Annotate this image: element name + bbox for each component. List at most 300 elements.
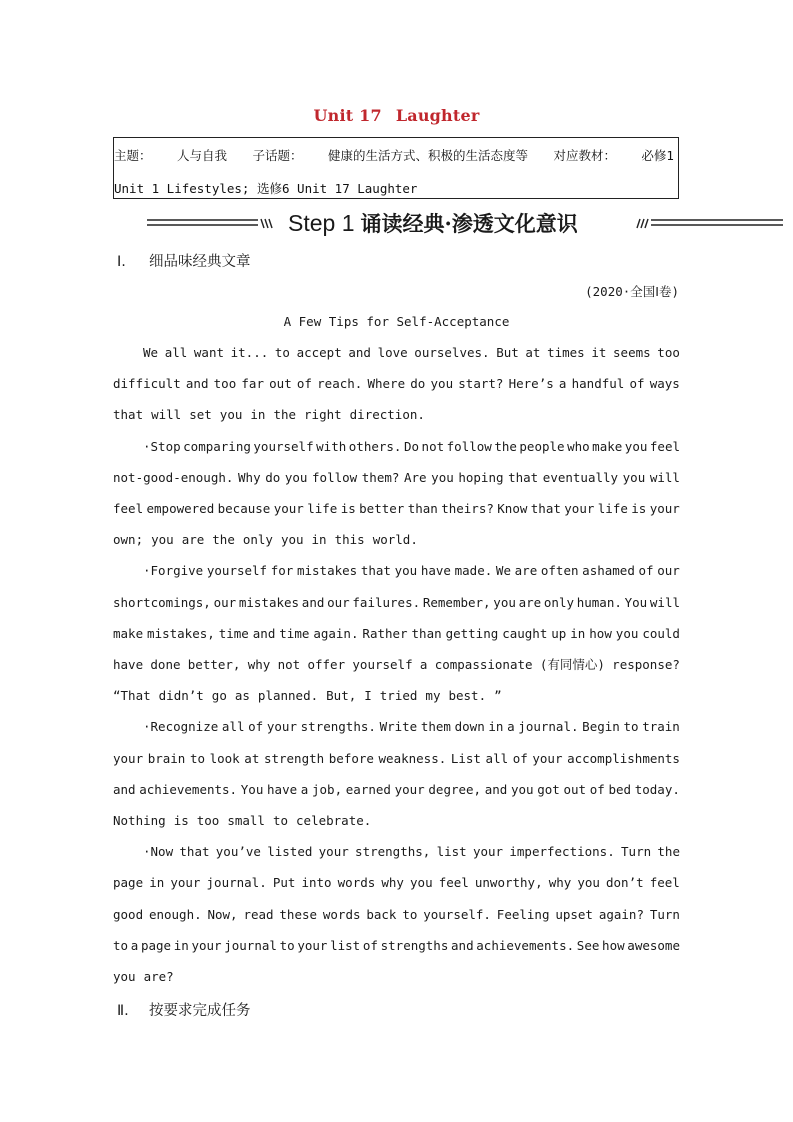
word: strength bbox=[263, 751, 325, 766]
article-line bbox=[113, 688, 680, 704]
article-line bbox=[113, 813, 680, 829]
word: why bbox=[548, 875, 572, 890]
word: to bbox=[402, 907, 418, 922]
word: out bbox=[563, 782, 587, 797]
word: achievements. bbox=[139, 782, 238, 797]
word: for bbox=[270, 563, 294, 578]
topic-label: 主题： bbox=[114, 148, 152, 163]
word: Turn bbox=[649, 907, 680, 922]
word: failures. bbox=[352, 595, 421, 610]
word: of bbox=[638, 563, 654, 578]
word: Write bbox=[379, 719, 418, 734]
word: start? bbox=[458, 376, 504, 391]
source-citation: (2020·全国Ⅰ卷) bbox=[585, 284, 679, 299]
word: you bbox=[151, 532, 174, 547]
article-line bbox=[113, 751, 680, 767]
word: times bbox=[547, 345, 585, 360]
word: degree, bbox=[428, 782, 482, 797]
word: your bbox=[532, 751, 563, 766]
word: only bbox=[242, 532, 273, 547]
word: good bbox=[113, 907, 144, 922]
word: ” bbox=[494, 688, 502, 703]
article-line bbox=[113, 407, 680, 423]
word: your bbox=[170, 875, 201, 890]
word: Do bbox=[403, 439, 420, 454]
word: Why bbox=[238, 470, 261, 485]
word: time bbox=[279, 626, 310, 641]
word: our bbox=[213, 595, 237, 610]
word: Are bbox=[404, 470, 427, 485]
word: follow bbox=[312, 470, 358, 485]
word: that bbox=[530, 501, 561, 516]
word: awesome bbox=[627, 938, 680, 953]
word: Now, bbox=[207, 907, 238, 922]
step-banner bbox=[113, 206, 783, 240]
article-line bbox=[143, 439, 680, 455]
word: could bbox=[642, 626, 680, 641]
topic-line-1 bbox=[114, 146, 674, 164]
word: journal. bbox=[518, 719, 579, 734]
article-line bbox=[143, 844, 680, 860]
word: yourself bbox=[206, 563, 268, 578]
word: feel bbox=[113, 501, 144, 516]
word: response? bbox=[612, 657, 680, 672]
word: down bbox=[454, 719, 485, 734]
word: planned. bbox=[257, 688, 319, 703]
word: your bbox=[266, 719, 297, 734]
word: Where bbox=[367, 376, 406, 391]
word: offer bbox=[307, 657, 346, 672]
word: into bbox=[301, 875, 332, 890]
word: We bbox=[143, 345, 159, 360]
word: words bbox=[322, 907, 361, 922]
article-line bbox=[113, 657, 680, 673]
word: mistakes bbox=[238, 595, 300, 610]
word: You bbox=[240, 782, 264, 797]
word: this bbox=[334, 532, 365, 547]
word: is bbox=[631, 501, 647, 516]
word: all bbox=[164, 345, 188, 360]
word: upset bbox=[555, 907, 593, 922]
word: that bbox=[113, 407, 144, 422]
word: in bbox=[570, 626, 586, 641]
word: world. bbox=[372, 532, 418, 547]
word: out bbox=[269, 376, 292, 391]
step-label: Step 1 bbox=[288, 210, 355, 236]
word: ashamed bbox=[582, 563, 635, 578]
word: feel bbox=[649, 439, 680, 454]
word: See bbox=[576, 938, 600, 953]
word: the bbox=[657, 844, 680, 859]
word: List bbox=[450, 751, 481, 766]
word: train bbox=[642, 719, 680, 734]
word: your bbox=[649, 501, 680, 516]
word: all bbox=[485, 751, 509, 766]
word: mistakes, bbox=[147, 626, 215, 641]
section-title: 按要求完成任务 bbox=[149, 1003, 251, 1019]
word: seems bbox=[613, 345, 651, 360]
word: who bbox=[567, 439, 590, 454]
word: will bbox=[649, 595, 680, 610]
word: the bbox=[494, 439, 517, 454]
word: in bbox=[488, 719, 504, 734]
article-line bbox=[113, 595, 680, 611]
topic-line-2: Unit 1 Lifestyles; 选修6 Unit 17 Laughter bbox=[114, 181, 418, 196]
word: page bbox=[113, 875, 144, 890]
word: not bbox=[421, 439, 445, 454]
word: brain bbox=[147, 751, 186, 766]
word: got bbox=[537, 782, 560, 797]
word: achievements. bbox=[476, 938, 575, 953]
article-line bbox=[113, 626, 680, 642]
word: small bbox=[227, 813, 265, 828]
word: that bbox=[508, 470, 539, 485]
word: your bbox=[297, 938, 328, 953]
word: best. bbox=[448, 688, 487, 703]
word: comparing bbox=[183, 439, 251, 454]
word: But bbox=[496, 345, 519, 360]
word: celebrate. bbox=[296, 813, 372, 828]
word: are? bbox=[143, 969, 174, 984]
word: others. bbox=[348, 439, 402, 454]
word: of bbox=[362, 938, 378, 953]
word: a bbox=[130, 938, 139, 953]
word: direction. bbox=[349, 407, 425, 422]
article-line bbox=[113, 470, 680, 486]
word: you bbox=[280, 532, 304, 547]
word: to bbox=[189, 751, 205, 766]
word: ·Now bbox=[143, 844, 174, 859]
word: at bbox=[525, 345, 541, 360]
word: look bbox=[209, 751, 240, 766]
word: too bbox=[196, 813, 220, 828]
word: imperfections. bbox=[509, 844, 615, 859]
word: list bbox=[330, 938, 361, 953]
word: (有同情心) bbox=[539, 657, 605, 672]
word: But, bbox=[326, 688, 357, 703]
word: to bbox=[623, 719, 639, 734]
word: to bbox=[272, 813, 289, 828]
word: feel bbox=[649, 875, 680, 890]
word: a bbox=[507, 719, 515, 734]
word: have bbox=[113, 657, 144, 672]
word: you bbox=[622, 470, 646, 485]
word: is bbox=[340, 501, 356, 516]
unit-name: Laughter bbox=[395, 106, 480, 125]
word: your bbox=[394, 782, 425, 797]
word: too bbox=[657, 345, 680, 360]
textbook-value: 必修1 bbox=[641, 148, 674, 163]
word: and bbox=[113, 782, 136, 797]
word: mistakes bbox=[296, 563, 358, 578]
unit-label: Unit 17 bbox=[313, 106, 382, 125]
word: handful bbox=[571, 376, 625, 391]
word: ·Forgive bbox=[143, 563, 204, 578]
word: ·Stop bbox=[143, 439, 181, 454]
word: page bbox=[140, 938, 172, 953]
word: time bbox=[218, 626, 249, 641]
word: better, bbox=[187, 657, 241, 672]
word: You bbox=[624, 595, 648, 610]
word: far bbox=[241, 376, 264, 391]
word: shortcomings, bbox=[113, 595, 211, 610]
section-heading-1 bbox=[117, 250, 251, 271]
word: do bbox=[265, 470, 281, 485]
word: Feeling bbox=[496, 907, 550, 922]
word: a bbox=[558, 376, 567, 391]
word: didn’t bbox=[158, 688, 204, 703]
word: make bbox=[113, 626, 144, 641]
word: our bbox=[327, 595, 350, 610]
word: Nothing bbox=[113, 813, 166, 828]
word: eventually bbox=[542, 470, 619, 485]
word: a bbox=[419, 657, 428, 672]
word: follow bbox=[446, 439, 492, 454]
word: up bbox=[551, 626, 567, 641]
word: our bbox=[657, 563, 680, 578]
word: journal bbox=[224, 938, 277, 953]
word: with bbox=[316, 439, 347, 454]
word: your bbox=[113, 751, 144, 766]
word: a bbox=[300, 782, 309, 797]
section-heading-2 bbox=[117, 999, 251, 1020]
word: will bbox=[151, 407, 182, 422]
article-line bbox=[113, 907, 680, 923]
word: words bbox=[337, 875, 376, 890]
word: you bbox=[284, 470, 308, 485]
word: often bbox=[540, 563, 579, 578]
word: why bbox=[381, 875, 404, 890]
article-line bbox=[143, 563, 680, 579]
word: you bbox=[577, 875, 600, 890]
word: hoping bbox=[458, 470, 504, 485]
word: than bbox=[411, 626, 442, 641]
word: and bbox=[451, 938, 474, 953]
word: today. bbox=[634, 782, 680, 797]
word: not bbox=[277, 657, 301, 672]
word: my bbox=[425, 688, 441, 703]
word: and bbox=[301, 595, 325, 610]
word: that bbox=[179, 844, 210, 859]
word: theirs? bbox=[441, 501, 494, 516]
section-number: Ⅰ. bbox=[117, 254, 126, 270]
word: life bbox=[307, 501, 338, 516]
word: weakness. bbox=[378, 751, 447, 766]
word: compassionate bbox=[434, 657, 533, 672]
word: you bbox=[430, 376, 454, 391]
word: of bbox=[248, 719, 264, 734]
word: Know bbox=[497, 501, 528, 516]
word: getting bbox=[445, 626, 499, 641]
word: you bbox=[394, 563, 418, 578]
section-title: 细品味经典文章 bbox=[149, 254, 251, 270]
word: accomplishments bbox=[567, 751, 680, 766]
word: “That bbox=[113, 688, 151, 703]
word: strengths. bbox=[300, 719, 376, 734]
word: strengths bbox=[380, 938, 449, 953]
word: at bbox=[244, 751, 260, 766]
word: yourself. bbox=[423, 907, 491, 922]
article-line bbox=[143, 719, 680, 735]
word: set bbox=[189, 407, 212, 422]
word: don’t bbox=[606, 875, 644, 890]
word: difficult bbox=[113, 376, 181, 391]
word: is bbox=[173, 813, 189, 828]
word: are bbox=[181, 532, 205, 547]
article-line bbox=[113, 875, 680, 891]
word: the bbox=[212, 532, 235, 547]
subtopic-value: 健康的生活方式、积极的生活态度等 bbox=[327, 148, 528, 163]
word: accept bbox=[296, 345, 342, 360]
word: ·Recognize bbox=[143, 719, 219, 734]
article-line bbox=[113, 501, 680, 517]
word: the bbox=[273, 407, 297, 422]
article-line bbox=[113, 782, 680, 798]
word: back bbox=[366, 907, 397, 922]
word: want bbox=[193, 345, 224, 360]
word: you bbox=[219, 407, 243, 422]
topic-value: 人与自我 bbox=[176, 148, 227, 163]
topic-box bbox=[113, 137, 679, 199]
word: it... bbox=[230, 345, 269, 360]
word: again? bbox=[598, 907, 644, 922]
word: done bbox=[150, 657, 181, 672]
word: because bbox=[217, 501, 271, 516]
word: ourselves. bbox=[414, 345, 490, 360]
word: Rather bbox=[362, 626, 408, 641]
word: in bbox=[311, 532, 327, 547]
word: your bbox=[472, 844, 504, 859]
word: of bbox=[512, 751, 528, 766]
word: and bbox=[348, 345, 371, 360]
word: of bbox=[629, 376, 645, 391]
word: people bbox=[519, 439, 565, 454]
word: I bbox=[364, 688, 372, 703]
word: you bbox=[615, 626, 639, 641]
word: caught bbox=[502, 626, 548, 641]
word: to bbox=[113, 938, 129, 953]
word: in bbox=[173, 938, 189, 953]
word: ways bbox=[649, 376, 680, 391]
step-heading bbox=[288, 208, 578, 238]
word: as bbox=[234, 688, 250, 703]
word: list bbox=[436, 844, 467, 859]
word: of bbox=[296, 376, 312, 391]
word: life bbox=[597, 501, 628, 516]
word: and bbox=[185, 376, 209, 391]
word: than bbox=[407, 501, 438, 516]
word: you bbox=[410, 875, 433, 890]
word: right bbox=[304, 407, 342, 422]
word: yourself bbox=[352, 657, 413, 672]
word: these bbox=[279, 907, 318, 922]
word: listed bbox=[267, 844, 313, 859]
word: to bbox=[274, 345, 290, 360]
word: them bbox=[420, 719, 451, 734]
article-title: A Few Tips for Self-Acceptance bbox=[283, 314, 510, 329]
word: are bbox=[514, 563, 538, 578]
word: your bbox=[273, 501, 304, 516]
word: human. bbox=[576, 595, 622, 610]
word: Begin bbox=[582, 719, 620, 734]
article-line bbox=[113, 969, 680, 985]
article-line bbox=[113, 532, 680, 548]
article-line bbox=[113, 376, 680, 392]
word: Turn bbox=[621, 844, 652, 859]
word: them? bbox=[361, 470, 400, 485]
word: job, bbox=[312, 782, 343, 797]
word: you’ve bbox=[215, 844, 261, 859]
word: you bbox=[624, 439, 648, 454]
word: We bbox=[495, 563, 511, 578]
word: all bbox=[221, 719, 245, 734]
word: not-good-enough. bbox=[113, 470, 234, 485]
word: only bbox=[543, 595, 574, 610]
word: too bbox=[213, 376, 237, 391]
word: before bbox=[328, 751, 374, 766]
word: will bbox=[649, 470, 680, 485]
word: your bbox=[564, 501, 595, 516]
step-title: 诵读经典·渗透文化意识 bbox=[360, 211, 578, 236]
word: better bbox=[359, 501, 405, 516]
word: Remember, bbox=[422, 595, 491, 610]
word: that bbox=[360, 563, 391, 578]
word: unworthy, bbox=[474, 875, 543, 890]
word: you bbox=[511, 782, 534, 797]
word: made. bbox=[454, 563, 493, 578]
word: enough. bbox=[148, 907, 202, 922]
word: own; bbox=[113, 532, 144, 547]
word: have bbox=[267, 782, 298, 797]
word: yourself bbox=[253, 439, 314, 454]
word: and bbox=[252, 626, 276, 641]
word: in bbox=[250, 407, 266, 422]
word: feel bbox=[438, 875, 469, 890]
word: love bbox=[377, 345, 408, 360]
word: you bbox=[113, 969, 136, 984]
subtopic-label: 子话题： bbox=[252, 148, 303, 163]
word: bed bbox=[608, 782, 632, 797]
word: and bbox=[484, 782, 508, 797]
word: reach. bbox=[317, 376, 363, 391]
unit-title bbox=[0, 106, 793, 125]
word: make bbox=[592, 439, 623, 454]
word: read bbox=[243, 907, 274, 922]
word: Put bbox=[272, 875, 296, 890]
word: your bbox=[318, 844, 349, 859]
word: strengths, bbox=[355, 844, 431, 859]
section-number: Ⅱ. bbox=[117, 1003, 129, 1019]
word: it bbox=[591, 345, 607, 360]
word: in bbox=[149, 875, 165, 890]
word: of bbox=[589, 782, 605, 797]
textbook-label: 对应教材： bbox=[553, 148, 616, 163]
word: are bbox=[518, 595, 542, 610]
word: go bbox=[211, 688, 227, 703]
word: again. bbox=[313, 626, 359, 641]
word: how bbox=[589, 626, 612, 641]
word: empowered bbox=[146, 501, 215, 516]
word: journal. bbox=[206, 875, 267, 890]
word: you bbox=[493, 595, 516, 610]
word: earned bbox=[345, 782, 391, 797]
article-line bbox=[143, 345, 680, 361]
word: have bbox=[420, 563, 451, 578]
word: your bbox=[191, 938, 222, 953]
word: you bbox=[431, 470, 454, 485]
word: how bbox=[602, 938, 625, 953]
word: Here’s bbox=[508, 376, 554, 391]
